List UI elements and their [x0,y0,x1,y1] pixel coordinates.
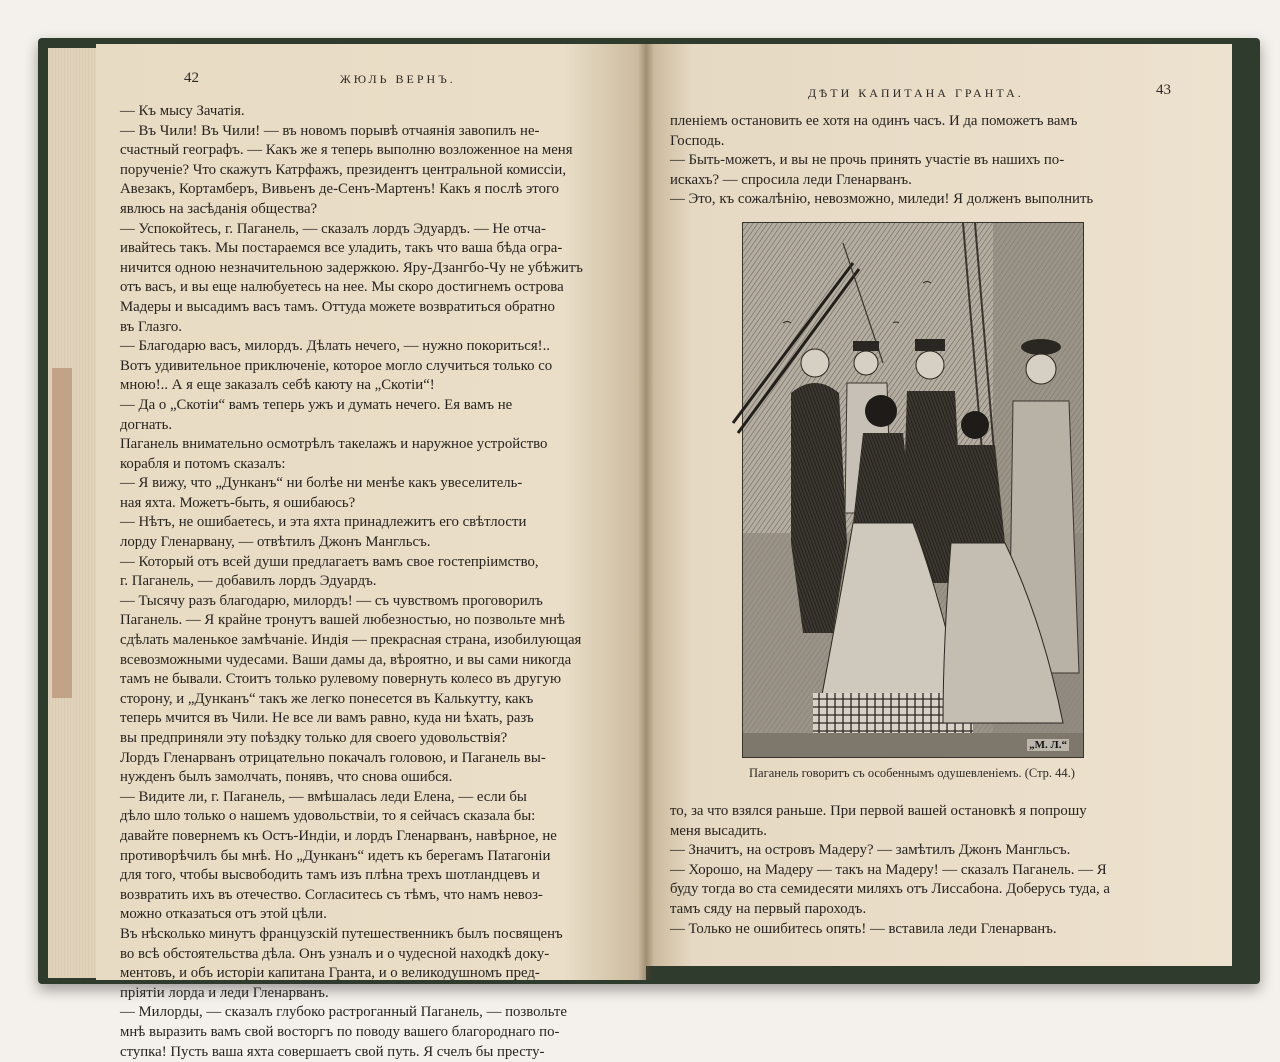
text-line: — Быть-можетъ, и вы не прочь принять участіе въ нашихъ по- [670,151,1190,171]
text-line: ступка! Пусть ваша яхта совершаетъ свой путь. Я счелъ бы престу- [120,1043,620,1062]
left-page-text [120,102,620,1062]
text-line: можно отказаться отъ этой цѣли. [120,905,620,925]
left-page [96,44,646,980]
text-line: ничится одною незначительною задержкою. Яру-Дзангбо-Чу не убѣжитъ [120,259,620,279]
text-line: противорѣчилъ бы мнѣ. Но „Дунканъ“ идетъ къ берегамъ Патагоніи [120,847,620,867]
stain [52,368,72,698]
text-line: ментовъ, и объ исторіи капитана Гранта, и о великодушномъ пред- [120,964,620,984]
text-line: — Который отъ всей души предлагаетъ вамъ свое гостепріимство, [120,553,620,573]
engraver-signature: „М. Л.“ [1027,739,1069,751]
text-line: явлюсь на засѣданія общества? [120,200,620,220]
text-line: счастный географъ. — Какъ же я теперь выполню возложенное на меня [120,141,620,161]
text-line: — Это, къ сожалѣнію, невозможно, миледи! Я долженъ выполнить [670,190,1190,210]
text-line: буду тогда во ста семидесяти миляхъ отъ Лиссабона. Доберусь туда, а [670,880,1190,900]
text-line: ная яхта. Можетъ-быть, я ошибаюсь? [120,494,620,514]
text-line: сторону, и „Дунканъ“ такъ же легко понесется въ Калькутту, какъ [120,690,620,710]
book-gutter [638,44,654,980]
right-page-number: 43 [1156,82,1171,99]
text-line: давайте повернемъ къ Остъ-Индіи, и лордъ Гленарванъ, навѣрное, не [120,827,620,847]
left-page-number: 42 [184,70,199,87]
text-line: Вотъ удивительное приключеніе, которое могло случиться только со [120,357,620,377]
text-line: — Милорды, — сказалъ глубоко растроганный Паганель, — позвольте [120,1003,620,1023]
text-line: во всѣ обстоятельства дѣла. Онъ узналъ и о чудесной находкѣ доку- [120,945,620,965]
text-line: — Только не ошибитесь опять! — вставила леди Гленарванъ. [670,920,1190,940]
text-line: — Благодарю васъ, милордъ. Дѣлать нечего, — нужно покориться!.. [120,337,620,357]
engraving-art [743,223,1083,757]
page-edges [48,48,100,978]
text-line: Паганель внимательно осмотрѣлъ такелажъ и наружное устройство [120,435,620,455]
text-line: — Тысячу разъ благодарю, милордъ! — съ чувствомъ проговорилъ [120,592,620,612]
text-line: — Хорошо, на Мадеру — такъ на Мадеру! — сказалъ Паганель. — Я [670,861,1190,881]
text-line: — Я вижу, что „Дунканъ“ ни болѣе ни менѣе какъ увеселитель- [120,474,620,494]
text-line: нужденъ былъ замолчать, понявъ, что снова ошибся. [120,768,620,788]
text-line: — Да о „Скотіи“ вамъ теперь ужъ и думать нечего. Ея вамъ не [120,396,620,416]
text-line: Лордъ Гленарванъ отрицательно покачалъ головою, и Паганель вы- [120,749,620,769]
text-line: сдѣлать маленькое замѣчаніе. Индія — прекрасная страна, изобилующая [120,631,620,651]
illustration-caption: Паганель говоритъ съ особеннымъ одушевленіемъ. (Стр. 44.) [742,766,1082,781]
text-line: тамъ не бывали. Стоитъ только рулевому повернуть колесо въ другую [120,670,620,690]
text-line: пріятіи лорда и леди Гленарванъ. [120,984,620,1004]
text-line: Авезакъ, Кортамберъ, Вивьенъ де-Сенъ-Мартенъ! Какъ я послѣ этого [120,180,620,200]
text-line: тамъ сяду на первый пароходъ. [670,900,1190,920]
text-line: лорду Гленарвану, — отвѣтилъ Джонъ Мангльсъ. [120,533,620,553]
text-line: — Къ мысу Зачатія. [120,102,620,122]
text-line: мною!.. А я еще заказалъ себѣ каюту на „Скотіи“! [120,376,620,396]
text-line: Мадеры и высадимъ васъ тамъ. Оттуда можете возвратиться обратно [120,298,620,318]
text-line: въ Глазго. [120,318,620,338]
text-line: искахъ? — спросила леди Гленарванъ. [670,171,1190,191]
text-line: порученіе? Что скажутъ Катрфажъ, президентъ центральной комиссіи, [120,161,620,181]
engraving-illustration [742,222,1084,758]
left-running-head: ЖЮЛЬ ВЕРНЪ. [340,72,456,87]
text-line: пленіемъ остановить ее хотя на одинъ часъ. И да поможетъ вамъ [670,112,1190,132]
right-running-head: ДѢТИ КАПИТАНА ГРАНТА. [808,86,1024,101]
right-page-text-bottom [670,802,1190,939]
text-line: то, за что взялся раньше. При первой вашей остановкѣ я попрошу [670,802,1190,822]
text-line: вы предприняли эту поѣздку только для своего удовольствія? [120,729,620,749]
text-line: — Успокойтесь, г. Паганель, — сказалъ лордъ Эдуардъ. — Не отча- [120,220,620,240]
right-page-text-top [670,112,1190,210]
text-line: всевозможными чудесами. Ваши дамы да, вѣроятно, и вы сами никогда [120,651,620,671]
text-line: Въ нѣсколько минутъ французскій путешественникъ былъ посвященъ [120,925,620,945]
text-line: — Значитъ, на островъ Мадеру? — замѣтилъ Джонъ Мангльсъ. [670,841,1190,861]
text-line: корабля и потомъ сказалъ: [120,455,620,475]
text-line: отъ васъ, и вы еще налюбуетесь на нее. Мы скоро достигнемъ острова [120,278,620,298]
text-line: дѣло шло только о нашемъ удовольствіи, то я сейчасъ сказала бы: [120,807,620,827]
text-line: догнать. [120,416,620,436]
text-line: — Въ Чили! Въ Чили! — въ новомъ порывѣ отчаянія завопилъ не- [120,122,620,142]
text-line: для того, чтобы высвободить тамъ изъ плѣна трехъ шотландцевъ и [120,866,620,886]
text-line: возвратить ихъ въ отечество. Согласитесь съ тѣмъ, что намъ невоз- [120,886,620,906]
text-line: меня высадить. [670,822,1190,842]
text-line: Паганель. — Я крайне тронутъ вашей любезностью, но позвольте мнѣ [120,611,620,631]
text-line: — Нѣтъ, не ошибаетесь, и эта яхта принадлежитъ его свѣтлости [120,513,620,533]
text-line: г. Паганель, — добавилъ лордъ Эдуардъ. [120,572,620,592]
right-page [646,44,1232,966]
text-line: мнѣ выразить вамъ свой восторгъ по поводу вашего благороднаго по- [120,1023,620,1043]
text-line: теперь мчится въ Чили. Не все ли вамъ равно, куда ни ѣхать, разъ [120,709,620,729]
text-line: Господь. [670,132,1190,152]
text-line: — Видите ли, г. Паганель, — вмѣшалась леди Елена, — если бы [120,788,620,808]
text-line: ивайтесь такъ. Мы постараемся все уладить, такъ что ваша бѣда огра- [120,239,620,259]
